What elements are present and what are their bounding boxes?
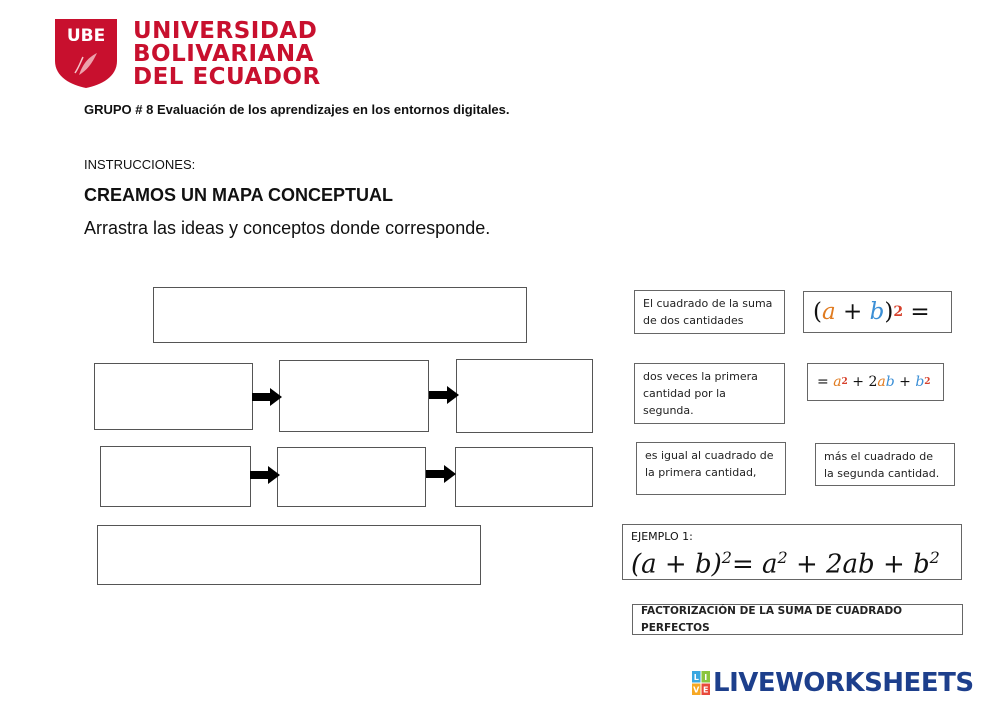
liveworksheets-badge-icon — [692, 671, 710, 695]
drop-zone-row1-col1[interactable] — [94, 363, 253, 430]
ejemplo-formula — [631, 545, 940, 578]
f2-mid: + 2 — [847, 374, 878, 390]
card-cuadrado-suma[interactable]: El cuadrado de la suma de dos cantidades — [634, 290, 785, 334]
f1-close: ) — [884, 299, 894, 325]
card-factorizacion[interactable]: FACTORIZACIÓN DE LA SUMA DE CUADRADO PERFECTOS — [632, 604, 963, 635]
f1-b: b — [869, 299, 885, 325]
badge-letter-1: L — [693, 673, 699, 682]
instructions-text: Arrastra las ideas y conceptos donde corresponde. — [84, 218, 491, 238]
f1-exp: 2 — [893, 304, 904, 320]
f2-a: a — [833, 374, 842, 390]
drop-zone-row1-col2[interactable] — [279, 360, 429, 432]
f2-b: b — [915, 374, 925, 390]
card-igual-cuadrado[interactable]: es igual al cuadrado de la primera cantidad, — [636, 442, 786, 495]
card-ejemplo[interactable] — [622, 524, 962, 580]
university-shield-logo — [53, 17, 119, 89]
instructions-label: INSTRUCCIONES: — [84, 157, 196, 172]
drop-zone-row1-col3[interactable] — [456, 359, 593, 433]
drop-zone-row2-col3[interactable] — [455, 447, 593, 507]
logo-abbr: UBE — [66, 26, 106, 46]
card-formula-square-sum[interactable] — [803, 291, 952, 333]
f1-eq: = — [903, 299, 930, 325]
university-name — [133, 20, 321, 89]
f2-ab-b: b — [885, 374, 895, 390]
f2-eq: = — [817, 374, 834, 390]
logo-line-2: BOLIVARIANA — [133, 41, 314, 67]
drop-zone-row2-col1[interactable] — [100, 446, 251, 507]
badge-letter-4: E — [703, 685, 709, 695]
liveworksheets-brand: LIVEWORKSHEETS — [713, 668, 974, 698]
ejemplo-label: EJEMPLO 1: — [631, 530, 693, 543]
arrow-right-icon — [252, 388, 282, 406]
drop-zone-bottom[interactable] — [97, 525, 481, 585]
drop-zone-top[interactable] — [153, 287, 527, 343]
badge-letter-2: I — [704, 673, 708, 682]
ej-lhs: (a + b) — [631, 549, 722, 580]
f1-plus: + — [835, 299, 870, 325]
f2-plus: + — [894, 374, 916, 390]
liveworksheets-logo — [692, 668, 974, 698]
arrow-right-icon — [426, 465, 456, 483]
logo-line-1: UNIVERSIDAD — [133, 18, 318, 44]
ej-a-exp: 2 — [777, 548, 788, 567]
ej-eq: = a — [731, 549, 778, 580]
ej-b-exp: 2 — [929, 548, 940, 567]
card-formula-expansion[interactable] — [807, 363, 944, 401]
arrow-right-icon — [429, 386, 459, 404]
drop-zone-row2-col2[interactable] — [277, 447, 426, 507]
f1-a: a — [821, 299, 836, 325]
card-dos-veces[interactable]: dos veces la primera cantidad por la segunda. — [634, 363, 785, 424]
page-title: CREAMOS UN MAPA CONCEPTUAL — [84, 185, 393, 205]
ej-lhs-exp: 2 — [721, 548, 732, 567]
arrow-right-icon — [250, 466, 280, 484]
ej-mid: + 2ab + b — [787, 549, 930, 580]
logo-line-3: DEL ECUADOR — [133, 64, 321, 90]
f2-a-exp: 2 — [841, 377, 848, 387]
f2-b-exp: 2 — [924, 377, 931, 387]
f1-open: ( — [813, 299, 822, 325]
card-mas-cuadrado[interactable]: más el cuadrado de la segunda cantidad. — [815, 443, 955, 486]
f2-ab-a: a — [877, 374, 886, 390]
badge-letter-3: V — [693, 685, 700, 695]
group-title: GRUPO # 8 Evaluación de los aprendizajes en los entornos digitales. — [84, 102, 510, 117]
